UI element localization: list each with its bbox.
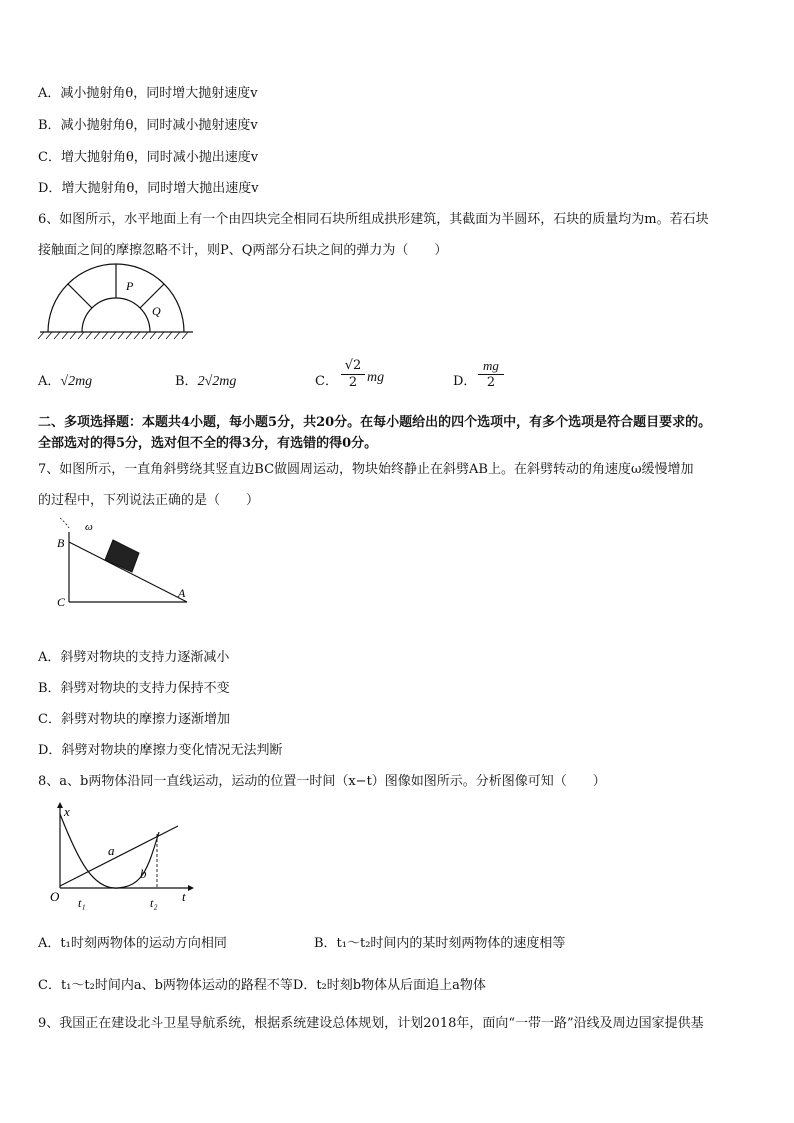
- option-label: D．: [38, 743, 62, 758]
- q6-stem-line2: 接触面之间的摩擦忽略不计，则P、Q两部分石块之间的弹力为（ ）: [38, 243, 448, 258]
- fraction-numerator: √2: [341, 358, 365, 375]
- option-label: B．: [175, 374, 198, 389]
- label-p: P: [126, 279, 134, 293]
- x-axis-arrow: [57, 802, 63, 808]
- q9-stem-line1: 9、我国正在建设北斗卫星导航系统，根据系统建设总体规划，计划2018年，面向“一带一路”沿线及周边国家提供基: [38, 1016, 704, 1031]
- fraction-denominator: 2: [348, 375, 358, 390]
- q8-option-cd: C．t₁～t₂时间内a、b两物体运动的路程不等D．t₂时刻b物体从后面追上a物体: [38, 978, 486, 993]
- q8-option-a: A．t₁时刻两物体的运动方向相同: [38, 936, 227, 951]
- q5-option-a: [38, 82, 258, 101]
- label-x: x: [64, 804, 70, 819]
- q7-stem-line2: 的过程中，下列说法正确的是（ ）: [38, 493, 260, 508]
- q7-option-c: [38, 708, 230, 727]
- option-label: A．: [38, 650, 61, 665]
- label-q: Q: [152, 304, 161, 318]
- label-t: t: [182, 889, 186, 904]
- q8-stem-line1: 8、a、b两物体沿同一直线运动，运动的位置一时间（x−t）图像如图所示。分析图像可知（ ）: [38, 774, 606, 789]
- label-b: B: [57, 536, 65, 550]
- rotation-arrow: [60, 518, 69, 528]
- line-a: [60, 826, 178, 886]
- q6-stem-line1: 6、如图所示，水平地面上有一个由四块完全相同石块所组成拱形建筑，其截面为半圆环，石块的质量均为m。若石块: [38, 212, 709, 227]
- option-text: 减小抛射角θ，同时增大抛射速度v: [60, 86, 258, 101]
- option-text: 增大抛射角θ，同时减小抛出速度v: [60, 150, 259, 165]
- q5-option-d: [38, 177, 259, 196]
- label-b: b: [140, 866, 147, 881]
- label-a: a: [108, 843, 115, 858]
- q6-option-c-fraction: [341, 358, 365, 391]
- option-label: C．: [315, 374, 338, 389]
- option-formula: √2mg: [60, 374, 93, 389]
- q6-option-c: [315, 370, 338, 389]
- option-label: D．: [453, 374, 477, 389]
- option-label: D．: [38, 181, 62, 196]
- ground-hatch: [38, 332, 188, 339]
- option-text: 斜劈对物块的支持力保持不变: [60, 681, 230, 696]
- q7-option-d: [38, 739, 282, 758]
- option-formula: 2√2mg: [197, 374, 237, 389]
- option-text: 增大抛射角θ，同时增大抛出速度v: [61, 181, 259, 196]
- joint-line: [68, 284, 92, 308]
- q6-arch-figure: [38, 262, 198, 342]
- q5-option-b: [38, 114, 258, 133]
- label-c: C: [57, 595, 66, 609]
- t-axis-arrow: [188, 885, 194, 891]
- q6-option-b: [175, 370, 236, 390]
- block: [105, 540, 139, 572]
- q6-option-d-fraction: [478, 358, 504, 391]
- section2-line1: 二、多项选择题：本题共4小题，每小题5分，共20分。在每小题给出的四个选项中，有多个选项是符合题目要求的。: [38, 415, 712, 430]
- q8-option-b: B．t₁～t₂时间内的某时刻两物体的速度相等: [314, 936, 566, 951]
- option-label: C．: [38, 150, 61, 165]
- option-label: A．: [38, 86, 61, 101]
- q6-option-a: [38, 370, 92, 390]
- q5-option-c: [38, 146, 258, 165]
- q7-option-a: [38, 646, 229, 665]
- option-text: 斜劈对物块的摩擦力逐渐增加: [60, 712, 230, 727]
- option-text: 斜劈对物块的摩擦力变化情况无法判断: [61, 743, 283, 758]
- fraction-denominator: 2: [486, 375, 496, 390]
- label-t1: t₁: [78, 896, 86, 910]
- q7-option-b: [38, 677, 230, 696]
- label-origin: O: [50, 889, 60, 904]
- q6-option-d: [453, 370, 476, 389]
- section2-line2: 全部选对的得5分，选对但不全的得3分，有选错的得0分。: [38, 436, 378, 451]
- q8-xt-graph: [48, 798, 198, 913]
- q7-stem-line1: 7、如图所示，一直角斜劈绕其竖直边BC做圆周运动，物块始终静止在斜劈AB上。在斜劈转动的角速度ω缓慢增加: [38, 462, 694, 477]
- label-omega: ω: [85, 521, 93, 533]
- option-label: A．: [38, 374, 61, 389]
- label-t2: t₂: [150, 896, 158, 910]
- option-label: B．: [38, 118, 61, 133]
- fraction-numerator: mg: [478, 358, 504, 375]
- inner-arc: [82, 298, 150, 332]
- option-label: C．: [38, 712, 61, 727]
- q6-option-c-tail: mg: [367, 370, 385, 385]
- q7-wedge-figure: [55, 518, 195, 610]
- option-text: 减小抛射角θ，同时减小抛射速度v: [60, 118, 258, 133]
- option-text: 斜劈对物块的支持力逐渐减小: [60, 650, 230, 665]
- option-label: B．: [38, 681, 61, 696]
- label-a: A: [178, 586, 186, 600]
